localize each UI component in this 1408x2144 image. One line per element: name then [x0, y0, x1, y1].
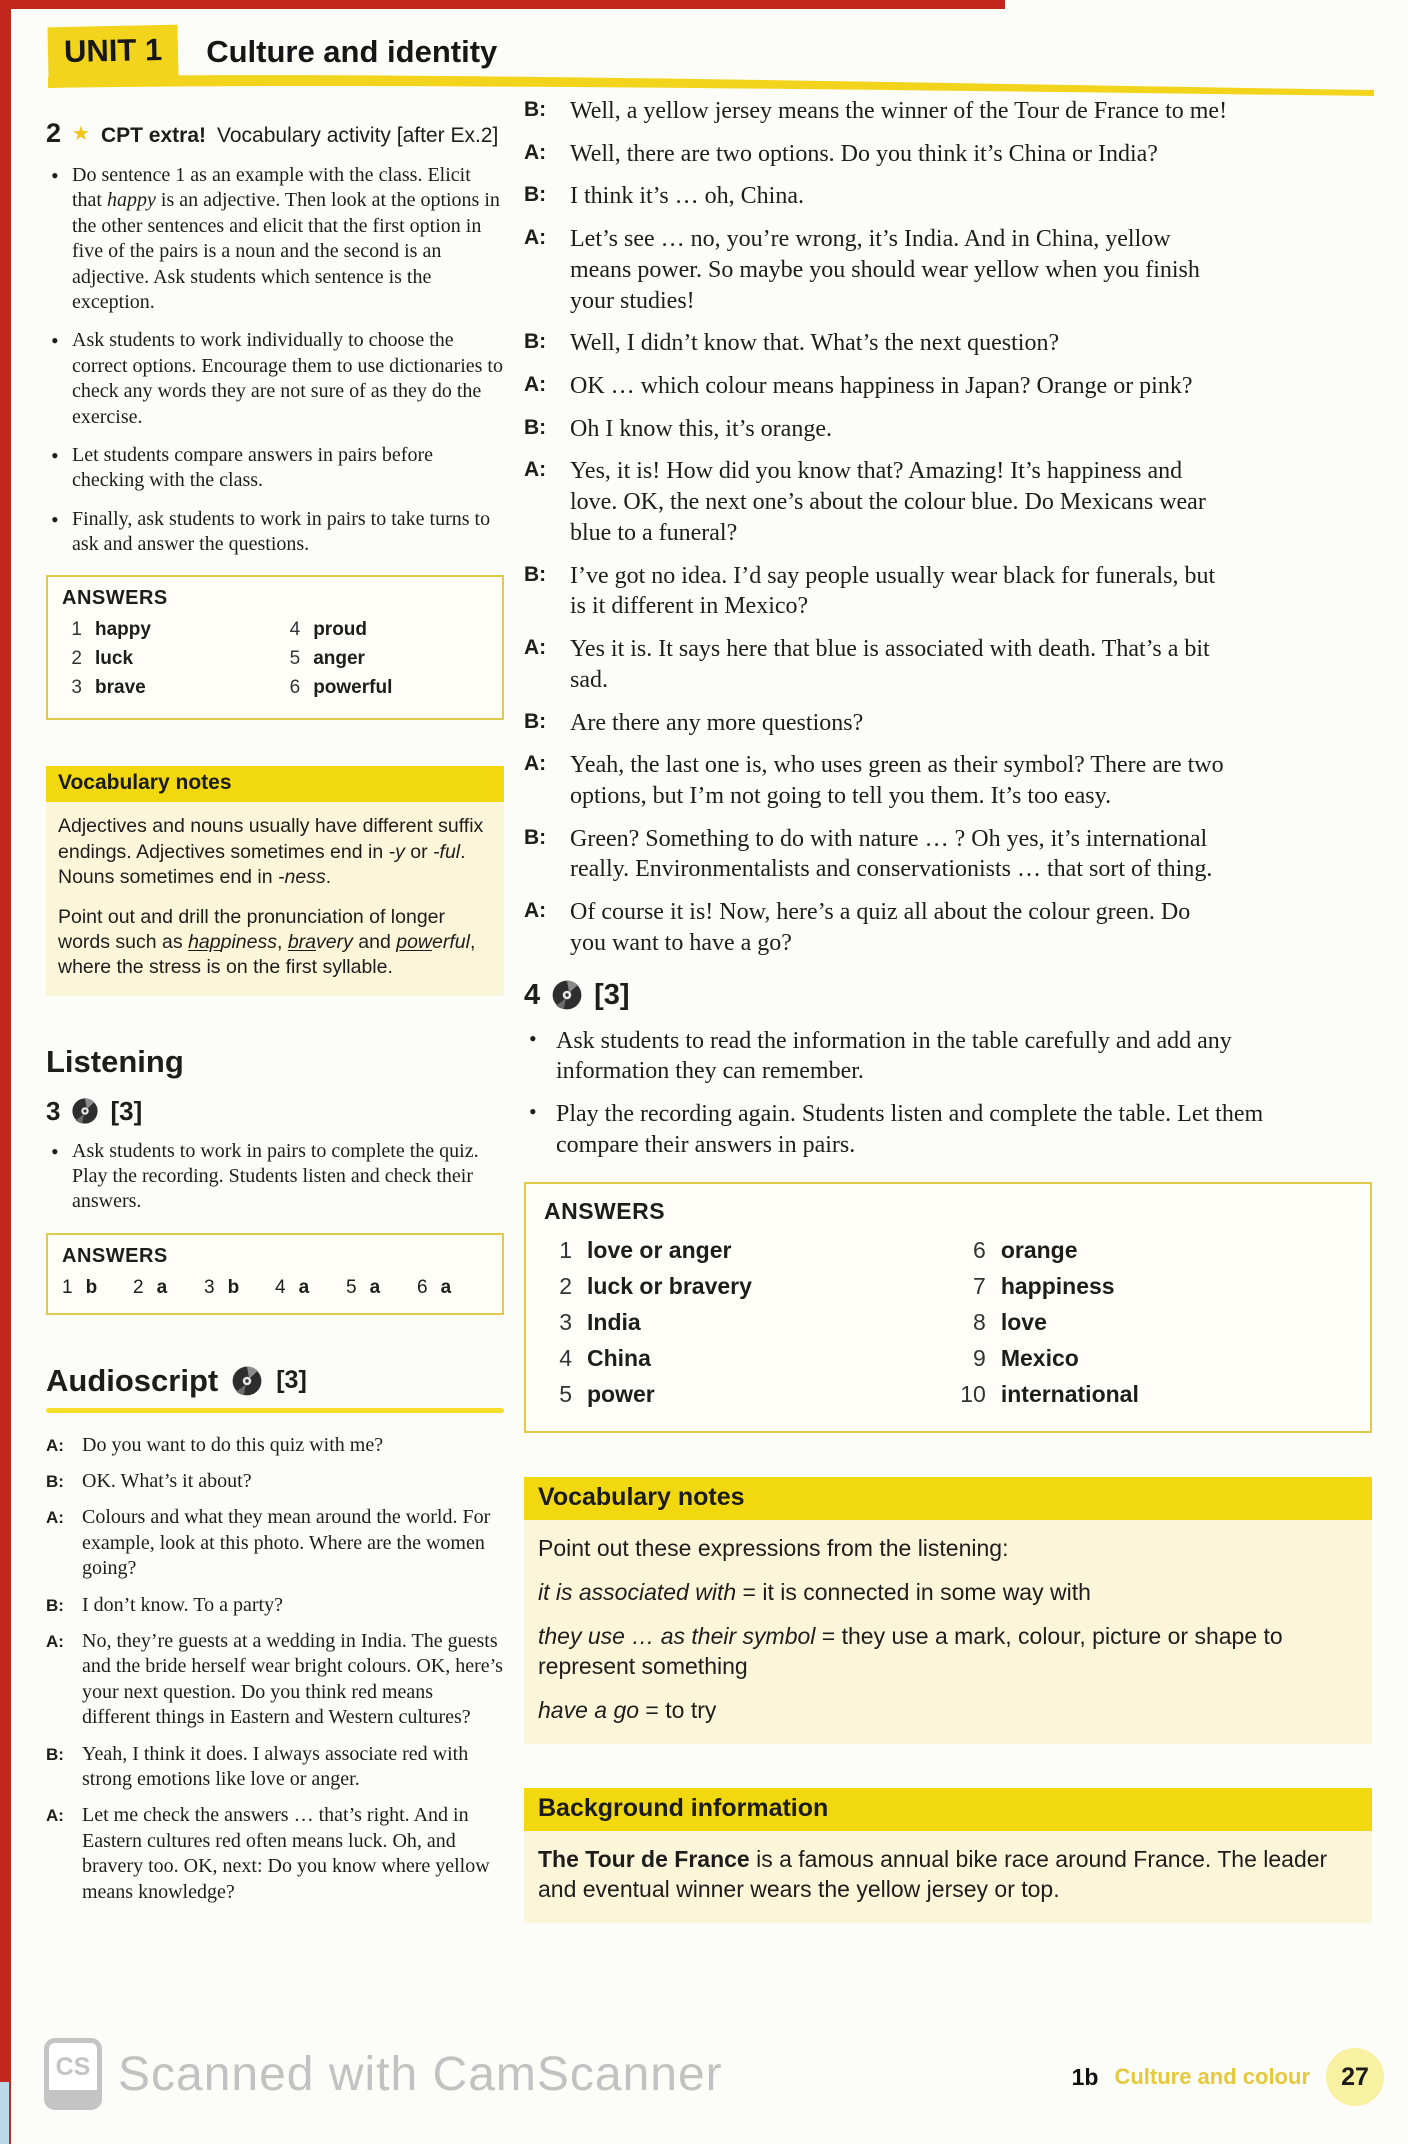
answer-item: 3 brave: [71, 677, 146, 699]
note-box-body: [46, 802, 504, 995]
note-definition: they use … as their symbol = they use a mark, colour, picture or shape to represent something: [538, 1623, 1283, 1680]
note-paragraph: Adjectives and nouns usually have different suffix endings. Adjectives sometimes end in -y or -ful. Nouns sometimes end in -ness.: [58, 815, 484, 889]
answers-grid: [544, 1237, 1352, 1417]
answer-item: 9 Mexico: [973, 1345, 1079, 1372]
answer-item: 2 luck or bravery: [559, 1273, 752, 1300]
left-column: [46, 118, 504, 1916]
right-column: [524, 96, 1372, 1923]
track-number: [3]: [276, 1366, 307, 1395]
audioscript-heading: [46, 1363, 504, 1399]
audioscript-underline: [46, 1408, 504, 1413]
section-heading-listening: Listening: [46, 1043, 184, 1079]
camscanner-logo-bar: [49, 2090, 97, 2105]
dialogue-line: A: Well, there are two options. Do you think it’s China or India?: [524, 140, 1158, 167]
instruction-list: [46, 1139, 504, 1215]
dialogue-line: A: Yeah, the last one is, who uses green as their symbol? There are two options, but I’m not going to tell you them. It’s too easy.: [524, 752, 1224, 809]
cpt-extra-label: CPT extra!: [100, 124, 206, 147]
dialogue-line: B: Well, I didn’t know that. What’s the next question?: [524, 330, 1060, 357]
instruction-bullet: • Do sentence 1 as an example with the class. Elicit that happy is an adjective. Then look at the options in the other sentences and elicit that the first option in five of the pairs is a noun and the second is an adjective. Ask students which sentence is the exception.: [46, 163, 504, 315]
instruction-list: [524, 1026, 1372, 1161]
answer-item: 5 anger: [289, 648, 365, 670]
background-information-box: [524, 1788, 1372, 1923]
instruction-bullet: • Ask students to work in pairs to complete the quiz. Play the recording. Students listen and check their answers.: [46, 1139, 504, 1215]
answer-item: 1 happy: [71, 619, 151, 641]
dialogue-line: B: Yeah, I think it does. I always associate red with strong emotions like love or anger.: [46, 1742, 469, 1790]
lesson-title: Culture and colour: [1114, 2064, 1310, 2089]
answer-item: 5 power: [559, 1381, 655, 1408]
answer-item: 7 happiness: [973, 1273, 1115, 1300]
watermark-text: Scanned with CamScanner: [118, 2048, 723, 2101]
cd-icon: [231, 1365, 263, 1397]
answer-item: 1 love or anger: [559, 1237, 732, 1264]
dialogue-line: A: Let’s see … no, you’re wrong, it’s India. And in China, yellow means power. So maybe you should wear yellow when you finish your studies!: [524, 226, 1200, 314]
answers-box-ex4: [524, 1182, 1372, 1433]
vocabulary-notes-box: [46, 766, 504, 995]
audioscript-dialogue: [46, 1433, 504, 1905]
answers-column: [280, 619, 488, 706]
answer-item: 6 orange: [973, 1237, 1078, 1264]
note-box-title: Vocabulary notes: [524, 1477, 1372, 1520]
exercise-number: 2: [46, 118, 62, 148]
page-number-badge: 27: [1326, 2048, 1384, 2106]
answer-item: 8 love: [973, 1309, 1047, 1336]
dialogue-line: B: I think it’s … oh, China.: [524, 183, 804, 210]
note-box-title: Background information: [524, 1788, 1372, 1831]
note-definition: it is associated with = it is connected in some way with: [538, 1579, 1091, 1606]
answer-item: 10 international: [960, 1381, 1139, 1408]
page-edge-left: [0, 0, 11, 2144]
activity-title: Vocabulary activity [after Ex.2]: [217, 124, 499, 147]
dialogue-line: A: Of course it is! Now, here’s a quiz all about the colour green. Do you want to have a go?: [524, 899, 1191, 956]
unit-badge: UNIT 1: [47, 25, 178, 80]
dialogue-line: A: Do you want to do this quiz with me?: [46, 1433, 384, 1456]
star-icon: ★: [72, 123, 90, 145]
exercise-heading-4: [524, 979, 1372, 1012]
answers-row: [62, 1277, 488, 1301]
answer-item: 4 proud: [289, 619, 368, 641]
answer-item: 2 a: [133, 1276, 168, 1298]
dialogue-line: A: Yes, it is! How did you know that? Amazing! It’s happiness and love. OK, the next one’s about the colour blue. Do Mexicans wear blue to a funeral?: [524, 458, 1206, 546]
answers-title: ANSWERS: [544, 1198, 666, 1225]
track-number: [3]: [110, 1095, 143, 1126]
dialogue-line: A: No, they’re guests at a wedding in India. The guests and the bride herself wear bright colours. OK, here’s your next question. Do you think red means different things in Eastern and Western cultures?: [46, 1630, 503, 1729]
answers-title: ANSWERS: [62, 1244, 168, 1267]
background-text: The Tour de France is a famous annual bike race around France. The leader and eventual winner wears the yellow jersey or top.: [538, 1845, 1328, 1902]
exercise-heading-3: [46, 1096, 504, 1127]
answers-column: [62, 619, 280, 706]
answers-box-ex2: [46, 575, 504, 720]
answers-grid: [62, 619, 488, 706]
dialogue-line: B: Green? Something to do with nature … ? Oh yes, it’s international really. Environmentalists and conservationists … that sort of thing.: [524, 825, 1213, 883]
cd-icon: [71, 1097, 99, 1125]
answer-item: 6 powerful: [289, 677, 393, 699]
dialogue-line: B: I don’t know. To a party?: [46, 1593, 283, 1616]
answer-item: 6 a: [417, 1276, 452, 1298]
page-title: Culture and identity: [206, 34, 498, 69]
instruction-bullet: • Let students compare answers in pairs before checking with the class.: [46, 443, 504, 494]
answer-item: 4 China: [559, 1345, 651, 1372]
camscanner-logo: [44, 2038, 102, 2110]
dialogue-line: B: Oh I know this, it’s orange.: [524, 415, 832, 442]
dialogue-line: A: OK … which colour means happiness in Japan? Orange or pink?: [524, 373, 1193, 400]
audioscript-title: Audioscript: [46, 1362, 219, 1398]
answer-item: 4 a: [275, 1276, 310, 1298]
dialogue-line: B: Are there any more questions?: [524, 709, 864, 736]
vocabulary-notes-box-2: [524, 1477, 1372, 1743]
cd-icon: [551, 979, 583, 1011]
exercise-number: 4: [524, 978, 541, 1011]
note-box-title: Vocabulary notes: [46, 766, 504, 802]
dialogue-line: B: I’ve got no idea. I’d say people usually wear black for funerals, but is it different in Mexico?: [524, 562, 1216, 620]
answers-title: ANSWERS: [62, 587, 168, 610]
instruction-bullet: • Finally, ask students to work in pairs to take turns to ask and answer the questions.: [46, 507, 504, 558]
dialogue-line: B: Well, a yellow jersey means the winner of the Tour de France to me!: [524, 98, 1228, 124]
answers-column: [544, 1237, 958, 1417]
dialogue-line: A: Yes it is. It says here that blue is associated with death. That’s a bit sad.: [524, 636, 1210, 693]
note-box-body: [524, 1520, 1372, 1743]
answer-item: 3 b: [204, 1276, 240, 1298]
answer-item: 3 India: [559, 1309, 641, 1336]
unit-header: [48, 26, 497, 78]
camscanner-logo-text: CS: [55, 2052, 91, 2081]
answers-box-ex3: [46, 1233, 504, 1315]
note-box-body: [524, 1831, 1372, 1923]
exercise-number: 3: [46, 1095, 61, 1126]
note-paragraph: Point out and drill the pronunciation of longer words such as happiness, bravery and powerful, where the stress is on the first syllable.: [58, 905, 476, 979]
note-paragraph: Point out these expressions from the listening:: [538, 1535, 1009, 1562]
instruction-bullet: • Ask students to read the information in the table carefully and add any information they can remember.: [524, 1026, 1268, 1087]
note-definition: have a go = to try: [538, 1696, 717, 1723]
page-edge-blue: [0, 2082, 9, 2144]
dialogue-line: A: Colours and what they mean around the world. For example, look at this photo. Where are the women going?: [46, 1506, 491, 1580]
answer-item: 1 b: [62, 1276, 98, 1298]
answer-item: 2 luck: [71, 648, 134, 670]
dialogue-line: A: Let me check the answers … that’s right. And in Eastern cultures red often means luck. Oh, and bravery too. OK, next: Do you know where yellow means knowledge?: [46, 1804, 490, 1903]
audioscript-dialogue-continued: [524, 96, 1372, 959]
lesson-code: 1b: [1071, 2063, 1099, 2090]
page-edge-top: [0, 0, 1005, 9]
dialogue-line: B: OK. What’s it about?: [46, 1470, 252, 1493]
track-number: [3]: [594, 978, 630, 1011]
activity-heading-ex2: [46, 118, 504, 149]
answer-item: 5 a: [346, 1276, 381, 1298]
instruction-list: [46, 163, 504, 557]
answers-column: [958, 1237, 1352, 1417]
instruction-bullet: • Play the recording again. Students listen and complete the table. Let them compare their answers in pairs.: [524, 1099, 1268, 1160]
page-footer: [1072, 2048, 1384, 2106]
instruction-bullet: • Ask students to work individually to choose the correct options. Encourage them to use dictionaries to check any words they are not sure of as they do the exercise.: [46, 328, 504, 430]
